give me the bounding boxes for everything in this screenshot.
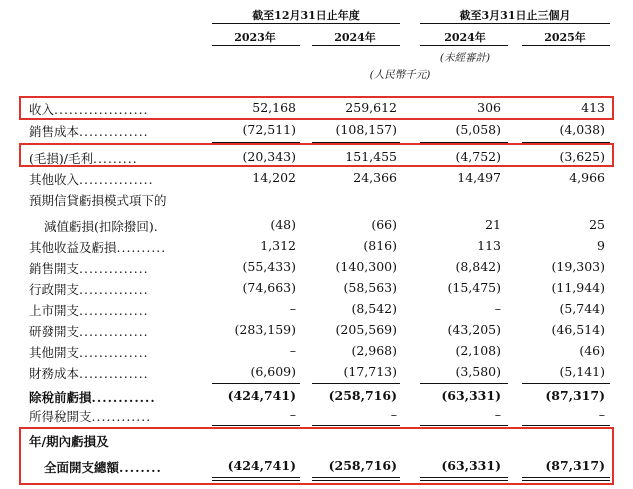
cell-2024: (205,569) xyxy=(335,322,397,337)
header-group-quarter: 截至3月31日止三個月 xyxy=(459,9,571,22)
cell-2024-q1: (3,580) xyxy=(455,364,501,379)
table-row-finance-costs xyxy=(0,362,633,382)
cell-2025-q1: (11,944) xyxy=(551,280,605,295)
header-group-quarter-underline xyxy=(420,23,610,24)
subtotal-rule xyxy=(212,383,300,384)
row-label: 上市開支.............. xyxy=(29,303,149,318)
cell-2025-q1: 4,966 xyxy=(569,170,605,185)
table-row-selling-expenses xyxy=(0,257,633,277)
cell-2024-q1: – xyxy=(494,301,501,316)
cell-2025-q1: – xyxy=(598,407,605,422)
row-label: 其他收入............... xyxy=(29,172,154,187)
cell-2025-q1: (87,317) xyxy=(545,388,605,403)
header-col1-underline xyxy=(212,45,300,46)
header-year-2025-q1: 2025年 xyxy=(544,31,586,44)
cell-2024-q1: – xyxy=(494,407,501,422)
cell-2024: (8,542) xyxy=(351,301,397,316)
table-row-listing-expenses xyxy=(0,299,633,319)
cell-2023: (74,663) xyxy=(242,280,296,295)
table-row-admin-expenses xyxy=(0,278,633,298)
cell-2024-q1: 306 xyxy=(477,100,501,115)
row-label: 預期信貸虧損模式項下的 xyxy=(29,193,167,208)
cell-2025-q1: 25 xyxy=(589,217,605,232)
header-col2-underline xyxy=(312,45,400,46)
subtotal-rule xyxy=(420,425,508,426)
cell-2023: – xyxy=(289,301,296,316)
header-year-2024: 2024年 xyxy=(334,31,376,44)
table-row-other-expenses xyxy=(0,341,633,361)
cell-2025-q1: (5,141) xyxy=(559,364,605,379)
header-year-2024-q1: 2024年 xyxy=(444,31,486,44)
cell-2024-q1: (8,842) xyxy=(455,259,501,274)
cell-2024-q1: (43,205) xyxy=(447,322,501,337)
cell-2025-q1: (87,317) xyxy=(545,458,605,473)
row-label: 其他收益及虧損.......... xyxy=(29,240,167,255)
cell-2023: (424,741) xyxy=(227,388,296,403)
cell-2025-q1: 413 xyxy=(581,100,605,115)
row-label: 收入................... xyxy=(29,102,149,117)
cell-2024: – xyxy=(390,407,397,422)
header-col4-underline xyxy=(522,45,610,46)
cell-2024-q1: (4,752) xyxy=(455,149,501,164)
highlight-total-loss-box xyxy=(19,427,614,485)
table-row-impairment xyxy=(0,215,633,235)
subtotal-rule xyxy=(312,383,400,384)
cell-2025-q1: (4,038) xyxy=(559,122,605,137)
cell-2023: 52,168 xyxy=(252,100,296,115)
cell-2024: (140,300) xyxy=(335,259,397,274)
subtotal-rule xyxy=(212,425,300,426)
cell-2023: (6,609) xyxy=(250,364,296,379)
table-row-other-income xyxy=(0,168,633,188)
table-row-ecl-heading xyxy=(0,189,633,209)
cell-2023: (424,741) xyxy=(227,458,296,473)
cell-2024: (108,157) xyxy=(335,122,397,137)
cell-2023: 1,312 xyxy=(260,238,296,253)
header-group-year: 截至12月31日止年度 xyxy=(252,9,360,22)
highlight-gross-profit-box xyxy=(19,143,614,167)
table-row-rnd-expenses xyxy=(0,320,633,340)
cell-2024-q1: (15,475) xyxy=(447,280,501,295)
cell-2024: 24,366 xyxy=(353,170,397,185)
table-row-loss-before-tax xyxy=(0,386,633,406)
highlight-revenue-box xyxy=(19,96,614,120)
cell-2024-q1: (63,331) xyxy=(441,458,501,473)
subtotal-rule xyxy=(522,383,610,384)
cell-2023: (20,343) xyxy=(242,149,296,164)
cell-2025-q1: (3,625) xyxy=(559,149,605,164)
cell-2024: (816) xyxy=(363,238,397,253)
cell-2023: (283,159) xyxy=(234,322,296,337)
currency-note: (人民幣千元) xyxy=(369,69,431,81)
cell-2023: – xyxy=(289,407,296,422)
unaudited-note: (未經審計) xyxy=(439,52,491,64)
cell-2024: (58,563) xyxy=(343,280,397,295)
row-label: 所得稅開支............ xyxy=(29,409,152,424)
row-label: 銷售開支.............. xyxy=(29,261,149,276)
row-label: 全面開支總額........ xyxy=(44,460,162,475)
cell-2024: 259,612 xyxy=(345,100,397,115)
row-label: 除稅前虧損............ xyxy=(29,390,156,405)
row-label: 財務成本.............. xyxy=(29,366,149,381)
cell-2024-q1: (63,331) xyxy=(441,388,501,403)
cell-2023: – xyxy=(289,343,296,358)
cell-2023: (48) xyxy=(270,217,296,232)
table-row-income-tax xyxy=(0,405,633,425)
row-label: 其他開支.............. xyxy=(29,345,149,360)
row-label: 銷售成本.............. xyxy=(29,124,149,139)
cell-2024: (258,716) xyxy=(328,388,397,403)
row-label: 研發開支.............. xyxy=(29,324,149,339)
cell-2024-q1: (2,108) xyxy=(455,343,501,358)
subtotal-rule xyxy=(522,425,610,426)
subtotal-rule xyxy=(312,425,400,426)
cell-2025-q1: (46) xyxy=(579,343,605,358)
table-row-cost-of-sales xyxy=(0,120,633,140)
cell-2023: (72,511) xyxy=(242,122,296,137)
cell-2024: (2,968) xyxy=(351,343,397,358)
cell-2023: (55,433) xyxy=(242,259,296,274)
header-group-year-underline xyxy=(212,23,400,24)
cell-2024: (258,716) xyxy=(328,458,397,473)
row-label: 行政開支.............. xyxy=(29,282,149,297)
cell-2024: (66) xyxy=(371,217,397,232)
row-label: 年/期內虧損及 xyxy=(29,434,109,449)
cell-2024-q1: 21 xyxy=(485,217,501,232)
header-col3-underline xyxy=(420,45,508,46)
cell-2025-q1: (5,744) xyxy=(559,301,605,316)
header-year-2023: 2023年 xyxy=(234,31,276,44)
subtotal-rule xyxy=(420,383,508,384)
cell-2024: (17,713) xyxy=(343,364,397,379)
row-label: (毛損)/毛利......... xyxy=(29,151,138,166)
table-row-other-gains xyxy=(0,236,633,256)
cell-2023: 14,202 xyxy=(252,170,296,185)
cell-2024-q1: 113 xyxy=(477,238,501,253)
cell-2025-q1: (46,514) xyxy=(551,322,605,337)
cell-2024-q1: 14,497 xyxy=(457,170,501,185)
cell-2025-q1: (19,303) xyxy=(551,259,605,274)
row-label: 減值虧損(扣除撥回). xyxy=(44,219,159,234)
cell-2025-q1: 9 xyxy=(597,238,605,253)
cell-2024: 151,455 xyxy=(345,149,397,164)
cell-2024-q1: (5,058) xyxy=(455,122,501,137)
